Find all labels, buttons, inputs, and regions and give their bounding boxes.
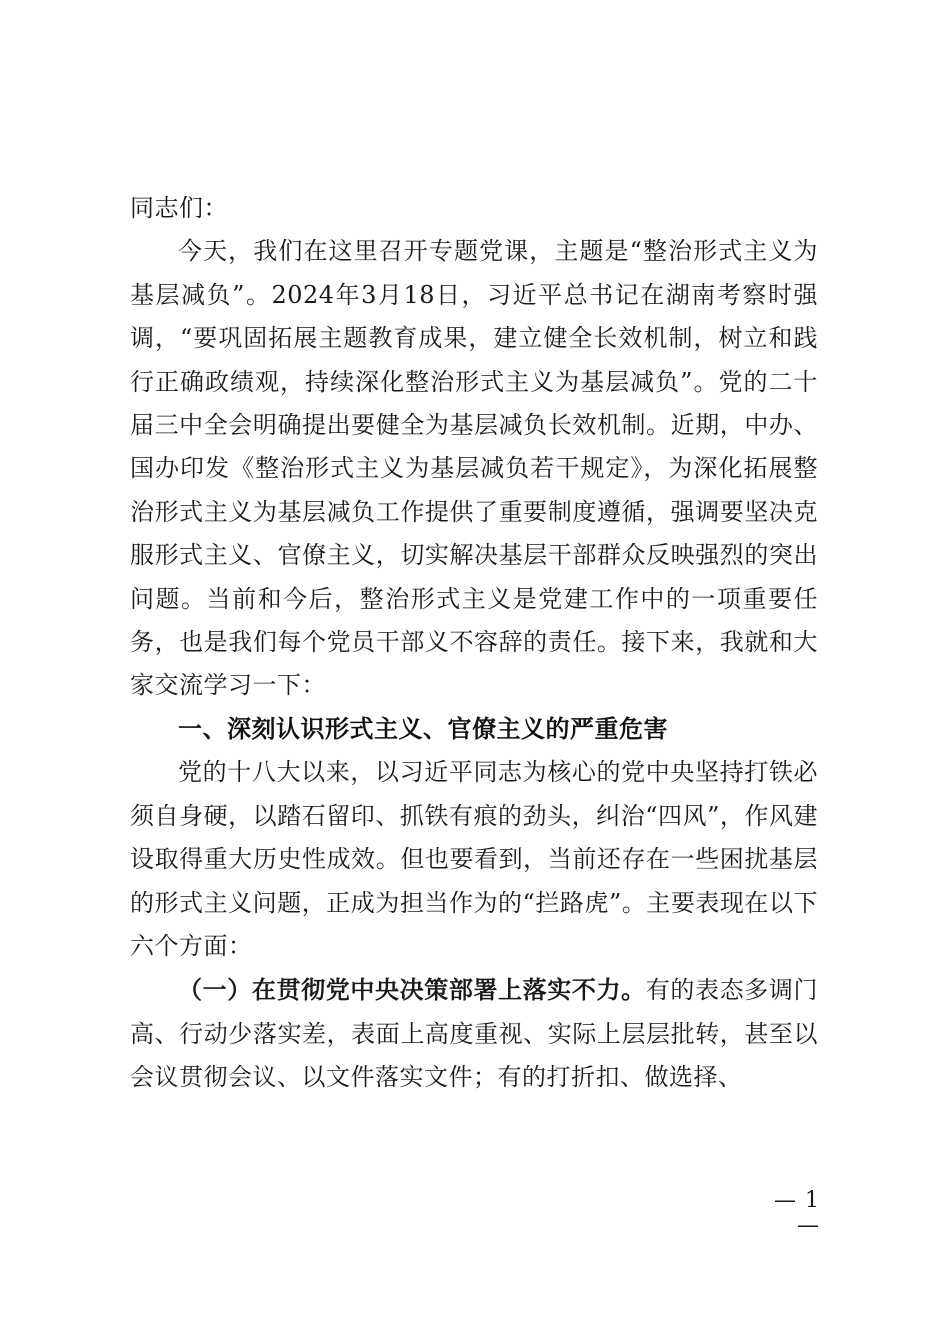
section-1-paragraph: 党的十八大以来，以习近平同志为核心的党中央坚持打铁必须自身硬，以踏石留印、抓铁有痕的劲头，纠治“四风”，作风建设取得重大历史性成效。但也要看到，当前还存在一些困扰基层的形式主义问题，正成为担当作为的“拦路虎”。主要表现在以下六个方面： <box>130 758 818 960</box>
intro-paragraph: 今天，我们在这里召开专题党课，主题是“整治形式主义为基层减负”。2024年3月18日，习近平总书记在湖南考察时强调，“要巩固拓展主题教育成果，建立健全长效机制，树立和践行正确政绩观，持续深化整治形式主义为基层减负”。党的二十届三中全会明确提出要健全为基层减负长效机制。近期，中办、国办印发《整治形式主义为基层减负若干规定》，为深化拓展整治形式主义为基层减负工作提供了重要制度遵循，强调要坚决克服形式主义、官僚主义，切实解决基层干部群众反映强烈的突出问题。当前和今后，整治形式主义是党建工作中的一项重要任务，也是我们每个党员干部义不容辞的责任。接下来，我就和大家交流学习一下： <box>130 237 818 700</box>
subsection-1-paragraph <box>130 968 818 1099</box>
section-heading-1: 一、深刻认识形式主义、官僚主义的严重危害 <box>178 714 668 743</box>
subsection-1-body: 有的表态多调门高、行动少落实差，表面上高度重视、实际上层层批转，甚至以会议贯彻会议、以文件落实文件；有的打折扣、做选择、 <box>130 976 819 1092</box>
subsection-1-lead: （一）在贯彻党中央决策部署上落实不力。 <box>178 975 646 1005</box>
document-body <box>130 187 818 1100</box>
page-number: — 1 — <box>774 1188 820 1238</box>
greeting: 同志们： <box>130 194 228 222</box>
